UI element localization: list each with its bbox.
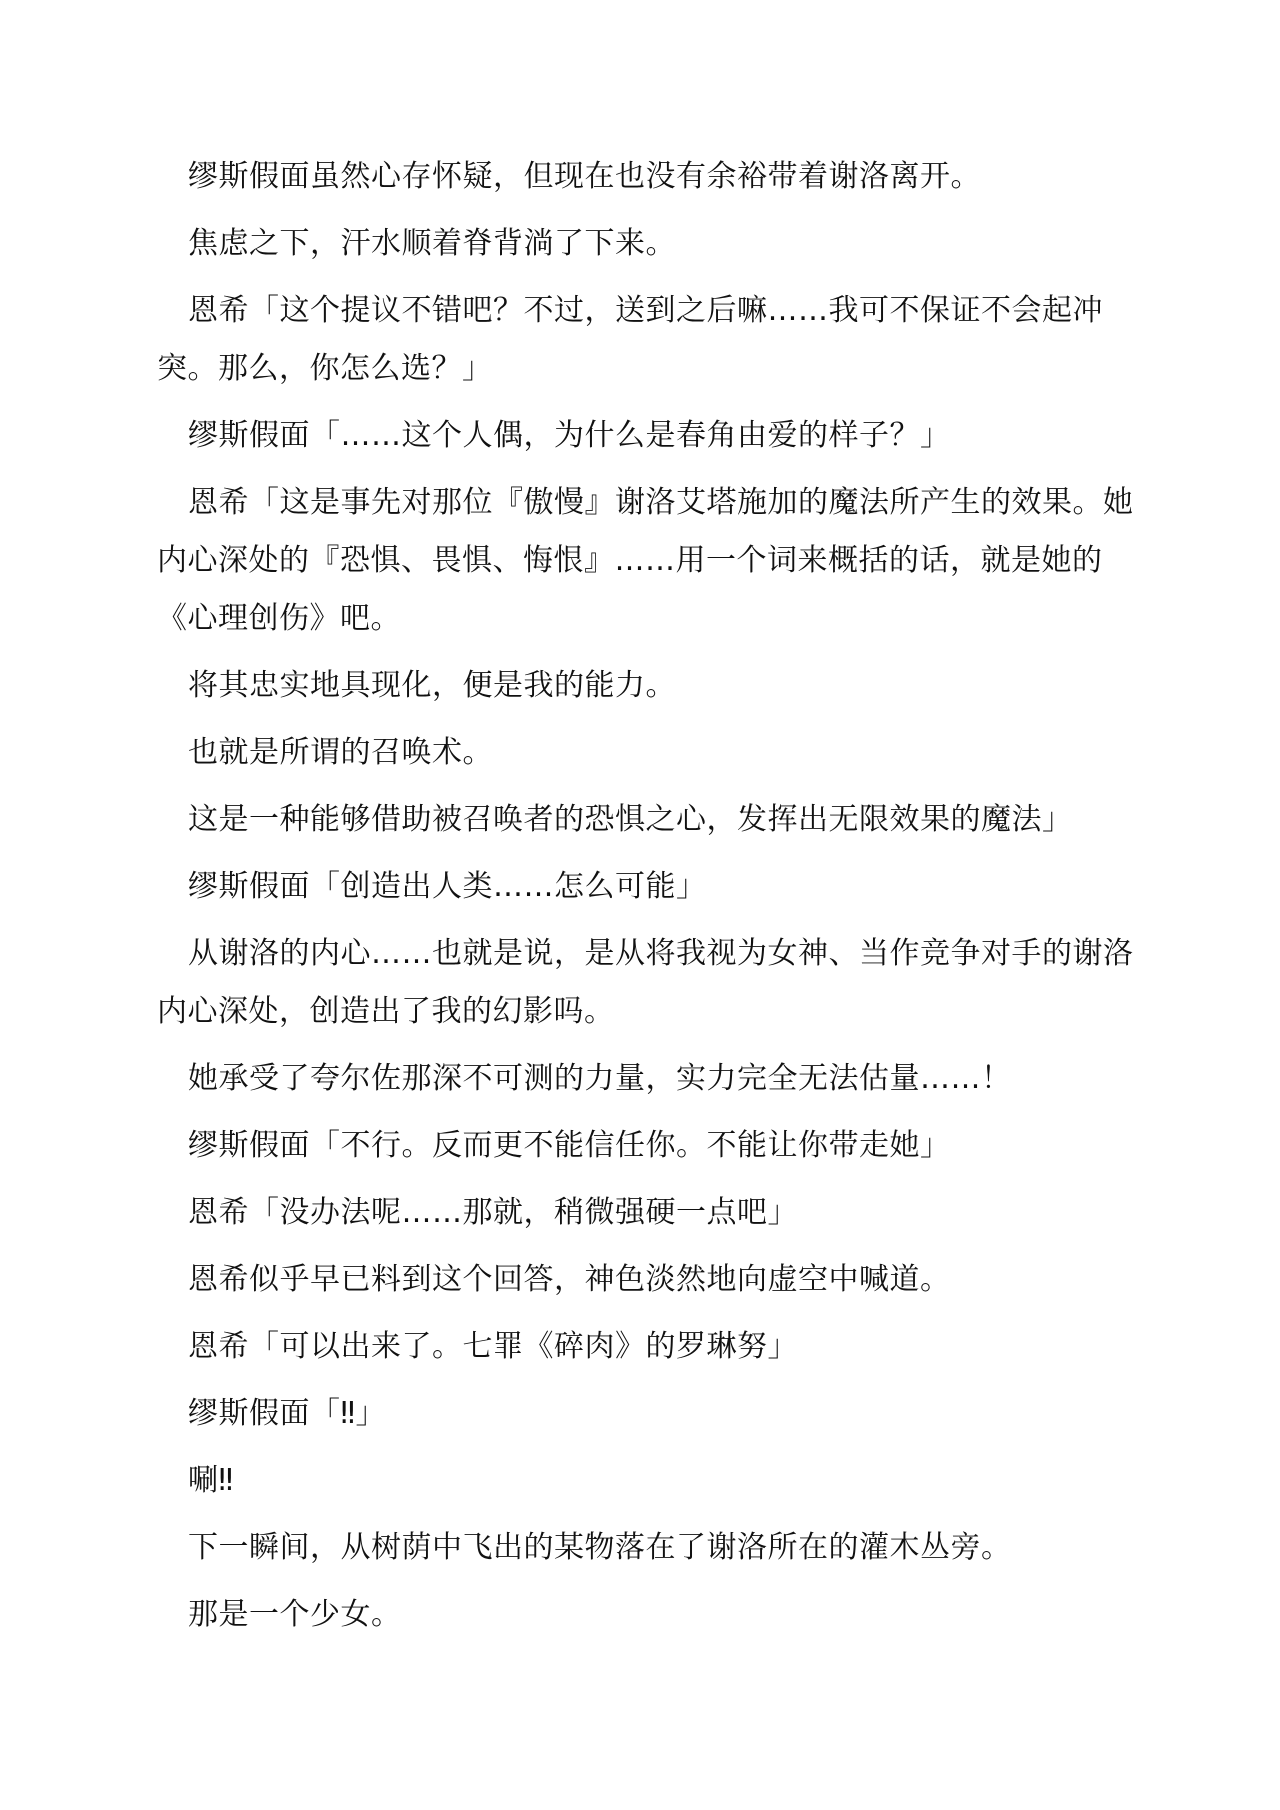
paragraph: 也就是所谓的召唤术。: [188, 735, 493, 770]
paragraph: 从谢洛的内心……也就是说，是从将我视为女神、当作竞争对手的谢洛内心深处，创造出了我的幻影吗。: [157, 936, 1134, 1029]
paragraph: 她承受了夸尔佐那深不可测的力量，实力完全无法估量……！: [188, 1061, 1012, 1096]
paragraph: 缪斯假面「创造出人类……怎么可能」: [188, 869, 707, 904]
paragraph: 下一瞬间，从树荫中飞出的某物落在了谢洛所在的灌木丛旁。: [188, 1530, 1012, 1565]
paragraph: 这是一种能够借助被召唤者的恐惧之心，发挥出无限效果的魔法」: [188, 802, 1073, 837]
paragraph: 缪斯假面「‼」: [188, 1396, 387, 1431]
paragraph: 恩希似乎早已料到这个回答，神色淡然地向虚空中喊道。: [188, 1262, 951, 1297]
paragraph: 唰‼: [188, 1463, 234, 1498]
paragraph: 将其忠实地具现化，便是我的能力。: [188, 668, 676, 703]
document-page: [157, 148, 1157, 1653]
paragraph: 缪斯假面虽然心存怀疑，但现在也没有余裕带着谢洛离开。: [188, 159, 981, 194]
paragraph: 焦虑之下，汗水顺着脊背淌了下来。: [188, 226, 676, 261]
paragraph: 缪斯假面「……这个人偶，为什么是春角由爱的样子？」: [188, 418, 951, 453]
paragraph: 恩希「可以出来了。七罪《碎肉》的罗琳努」: [188, 1329, 798, 1364]
paragraph: 那是一个少女。: [188, 1597, 402, 1632]
paragraph: 缪斯假面「不行。反而更不能信任你。不能让你带走她」: [188, 1128, 951, 1163]
paragraph: 恩希「这个提议不错吧？不过，送到之后嘛……我可不保证不会起冲突。那么，你怎么选？」: [157, 293, 1103, 386]
paragraph: 恩希「这是事先对那位『傲慢』谢洛艾塔施加的魔法所产生的效果。她内心深处的『恐惧、畏惧、悔恨』……用一个词来概括的话，就是她的《心理创伤》吧。: [157, 485, 1134, 636]
paragraph: 恩希「没办法呢……那就，稍微强硬一点吧」: [188, 1195, 798, 1230]
